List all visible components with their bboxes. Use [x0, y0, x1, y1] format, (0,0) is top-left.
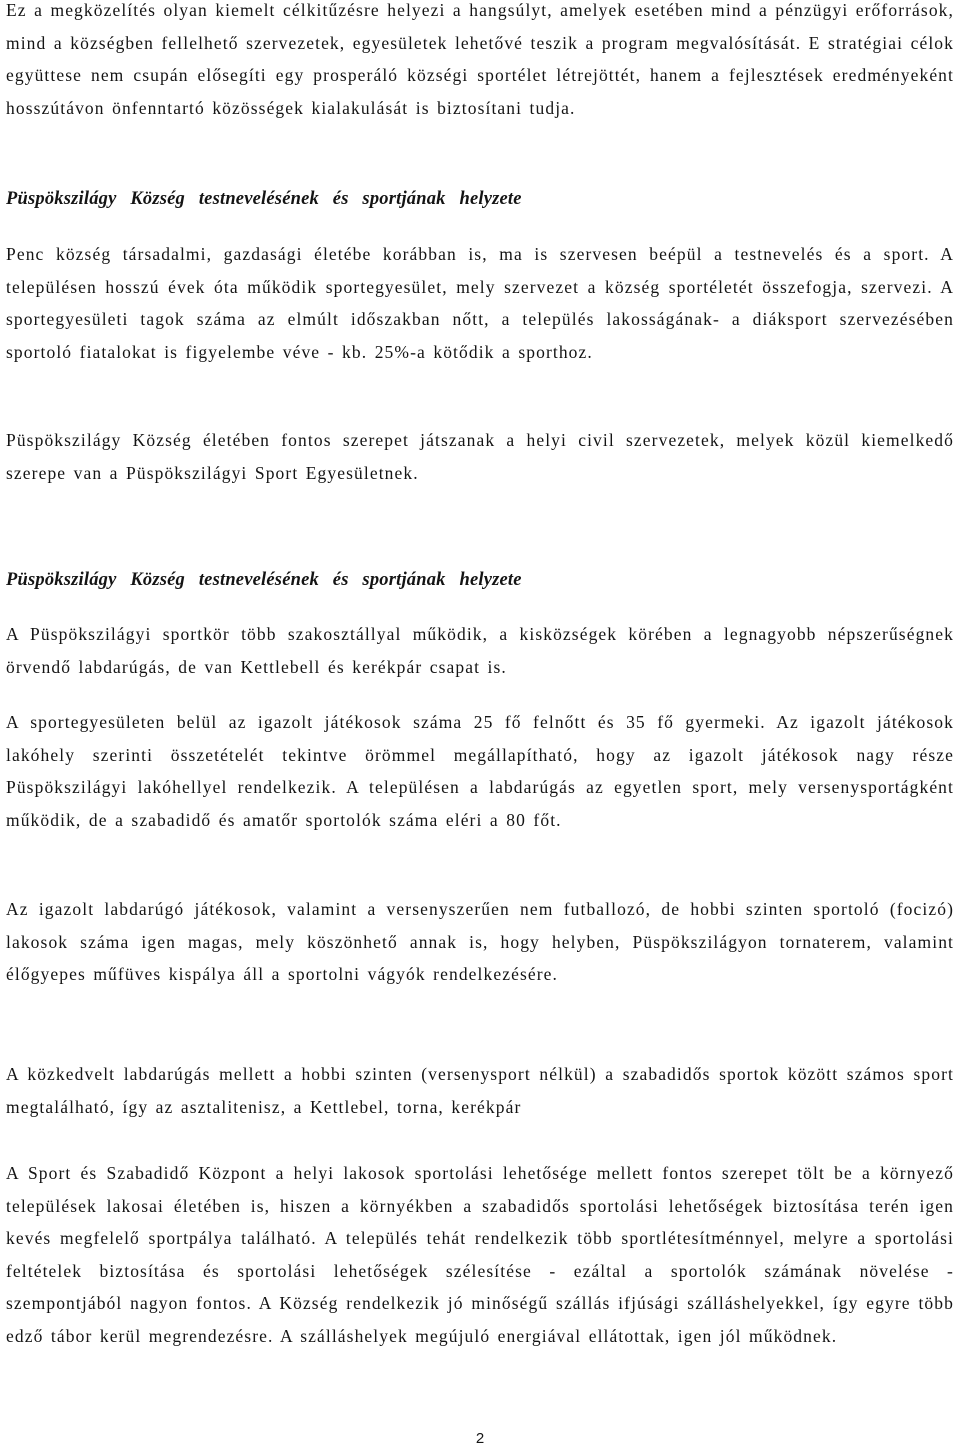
section2-paragraph-3: Az igazolt labdarúgó játékosok, valamint a versenyszerűen nem futballozó, de hobbi szinten sportoló (focizó) lakosok száma igen magas, mely köszönhető annak is, hogy helyben, Püspökszilágyon tornaterem, valamint élőgyepes műfüves kispálya áll a sportolni vágyók rendelkezésére.: [6, 899, 954, 984]
section1-paragraph-2: Püspökszilágy Község életében fontos szerepet játszanak a helyi civil szervezetek, melyek közül kiemelkedő szerepe van a Püspökszilágyi Sport Egyesületnek.: [6, 430, 954, 483]
page-number: 2: [475, 1430, 485, 1447]
section1-paragraph-1: Penc község társadalmi, gazdasági életébe korábban is, ma is szervesen beépül a testnevelés és a sport. A településen hosszú évek óta működik sportegyesület, mely szervezet a község sportéletét összefogja, szervezi. A sportegyesületi tagok száma az elmúlt időszakban nőtt, a település lakosságának- a diáksport szervezésében sportoló fiatalokat is figyelembe véve - kb. 25%-a kötődik a sporthoz.: [6, 244, 954, 362]
section2-paragraph-2: A sportegyesületen belül az igazolt játékosok száma 25 fő felnőtt és 35 fő gyermeki. Az igazolt játékosok lakóhely szerinti összetételét tekintve örömmel megállapítható, hogy az igazolt játékosok nagy része Püspökszilágyi lakóhellyel rendelkezik. A településen a labdarúgás az egyetlen sport, mely versenysportágként működik, de a szabadidő és amatőr sportolók száma eléri a 80 főt.: [6, 712, 954, 830]
section2-paragraph-1: A Püspökszilágyi sportkör több szakosztállyal működik, a kisközségek körében a legnagyobb népszerűségnek örvendő labdarúgás, de van Kettlebell és kerékpár csapat is.: [6, 624, 954, 677]
section2-paragraph-5: A Sport és Szabadidő Központ a helyi lakosok sportolási lehetősége mellett fontos szerepet tölt be a környező települések lakosai életében is, hiszen a környékben a szabadidős sportolási lehetőségek biztosítása terén igen kevés megfelelő sportpálya található. A település tehát rendelkezik több sportlétesítménnyel, melyre a sportolási feltételek biztosítása és sportolási lehetőségek szélesítése - ezáltal a sportolók számának növelése - szempontjából nagyon fontos. A Község rendelkezik jó minőségű szállás ifjúsági szálláshelyekkel, így egyre több edző tábor kerül megrendezésre. A szálláshelyek megújuló energiával ellátottak, igen jól működnek.: [6, 1163, 954, 1346]
intro-paragraph: Ez a megközelítés olyan kiemelt célkitűzésre helyezi a hangsúlyt, amelyek esetében mind a pénzügyi erőforrások, mind a községben fellelhető szervezetek, egyesületek lehetővé teszik a program megvalósítását. E stratégiai célok együttese nem csupán elősegíti egy prosperáló községi sportélet létrejöttét, hanem a fejlesztések eredményeként hosszútávon önfenntartó közösségek kialakulását is biztosítani tudja.: [6, 0, 954, 118]
section-heading-2: Püspökszilágy Község testnevelésének és sportjának helyzete: [6, 570, 522, 590]
section-heading-1: Püspökszilágy Község testnevelésének és sportjának helyzete: [6, 189, 522, 209]
section2-paragraph-4: A közkedvelt labdarúgás mellett a hobbi szinten (versenysport nélkül) a szabadidős sportok között számos sport megtalálható, így az asztalitenisz, a Kettlebel, torna, kerékpár: [6, 1064, 954, 1117]
